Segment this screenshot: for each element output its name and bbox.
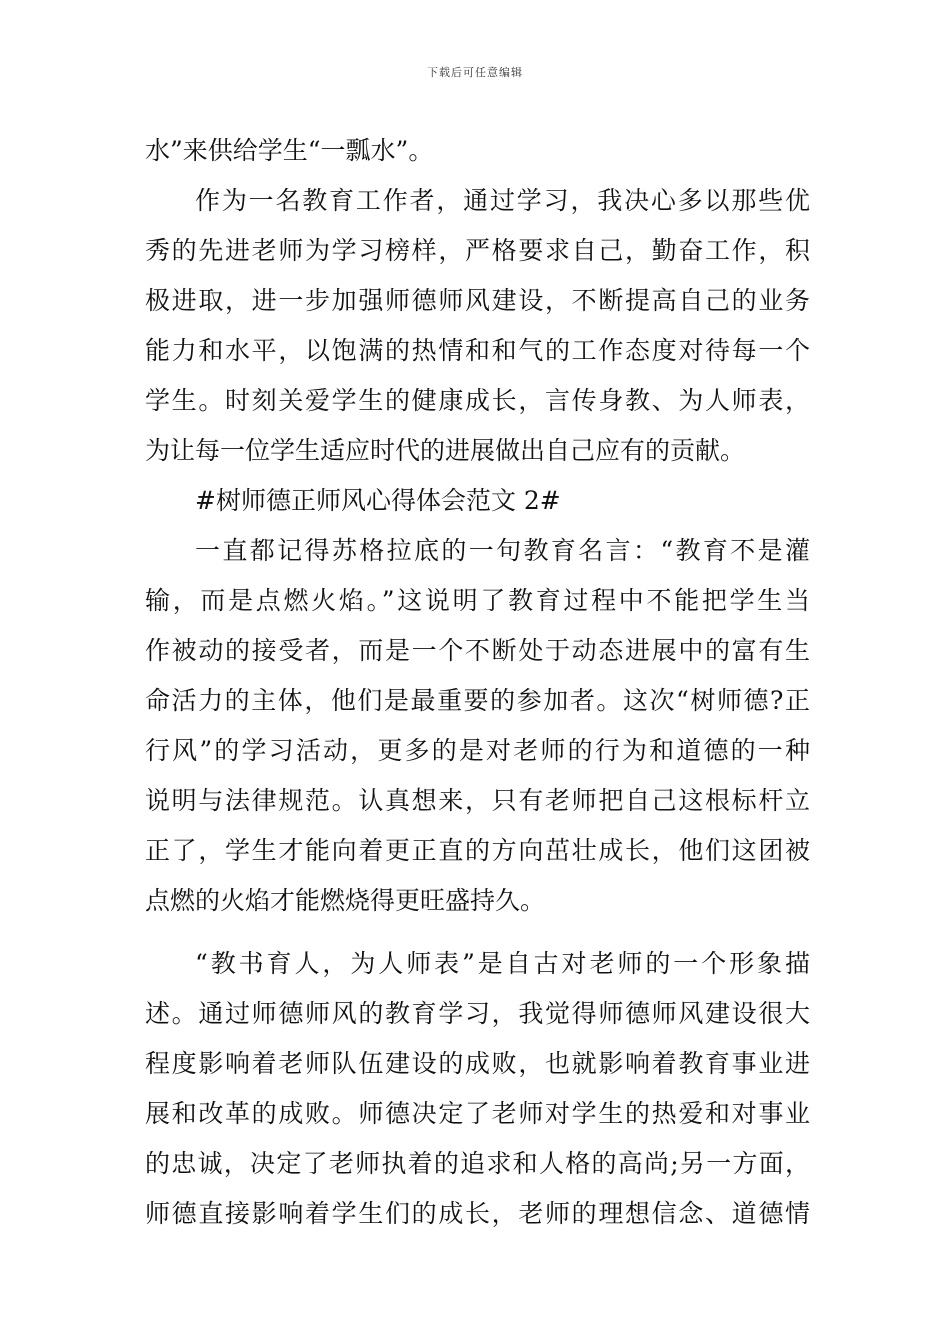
- paragraph-gap: [145, 926, 810, 939]
- text-line: 为让每一位学生适应时代的进展做出自己应有的贡献。: [145, 436, 746, 465]
- paragraph-resolution: [145, 176, 810, 476]
- text-line: 师德直接影响着学生们的成长，老师的理想信念、道德情: [145, 1199, 810, 1228]
- page-header: 下载后可任意编辑: [427, 66, 523, 79]
- text-line: 点燃的火焰才能燃烧得更旺盛持久。: [145, 886, 546, 915]
- text-line: 行风”的学习活动，更多的是对老师的行为和道德的一种: [145, 736, 810, 765]
- paragraph-teaching: [145, 939, 810, 1239]
- text-line: 秀的先进老师为学习榜样，严格要求自己，勤奋工作，积: [145, 236, 810, 265]
- text-line: 述。通过师德师风的教育学习，我觉得师德师风建设很大: [145, 999, 810, 1028]
- text-line: 正了，学生才能向着更正直的方向茁壮成长，他们这团被: [145, 836, 810, 865]
- text-line: 学生。时刻关爱学生的健康成长，言传身教、为人师表，: [145, 386, 810, 415]
- text-line: 输，而是点燃火焰。”这说明了教育过程中不能把学生当: [145, 586, 810, 615]
- text-line: 极进取，进一步加强师德师风建设，不断提高自己的业务: [145, 286, 810, 315]
- text-line: 水”来供给学生“一瓢水”。: [145, 136, 434, 165]
- text-line: “教书育人，为人师表”是自古对老师的一个形象描: [195, 949, 810, 978]
- paragraph-continuation: [145, 126, 810, 176]
- section-heading: #树师德正师风心得体会范文 2#: [195, 486, 561, 515]
- text-line: 说明与法律规范。认真想来，只有老师把自己这根标杆立: [145, 786, 810, 815]
- text-line: 的忠诚，决定了老师执着的追求和人格的高尚;另一方面，: [145, 1149, 810, 1178]
- text-line: 能力和水平，以饱满的热情和和气的工作态度对待每一个: [145, 336, 810, 365]
- text-line: 程度影响着老师队伍建设的成败，也就影响着教育事业进: [145, 1049, 810, 1078]
- text-line: 命活力的主体，他们是最重要的参加者。这次“树师德?正: [145, 686, 810, 715]
- text-line: 作为一名教育工作者，通过学习，我决心多以那些优: [195, 186, 810, 215]
- text-line: 展和改革的成败。师德决定了老师对学生的热爱和对事业: [145, 1099, 810, 1128]
- document-body: [145, 126, 810, 1239]
- paragraph-socrates: [145, 526, 810, 926]
- text-line: 作被动的接受者，而是一个不断处于动态进展中的富有生: [145, 636, 810, 665]
- text-line: 一直都记得苏格拉底的一句教育名言：“教育不是灌: [195, 536, 810, 565]
